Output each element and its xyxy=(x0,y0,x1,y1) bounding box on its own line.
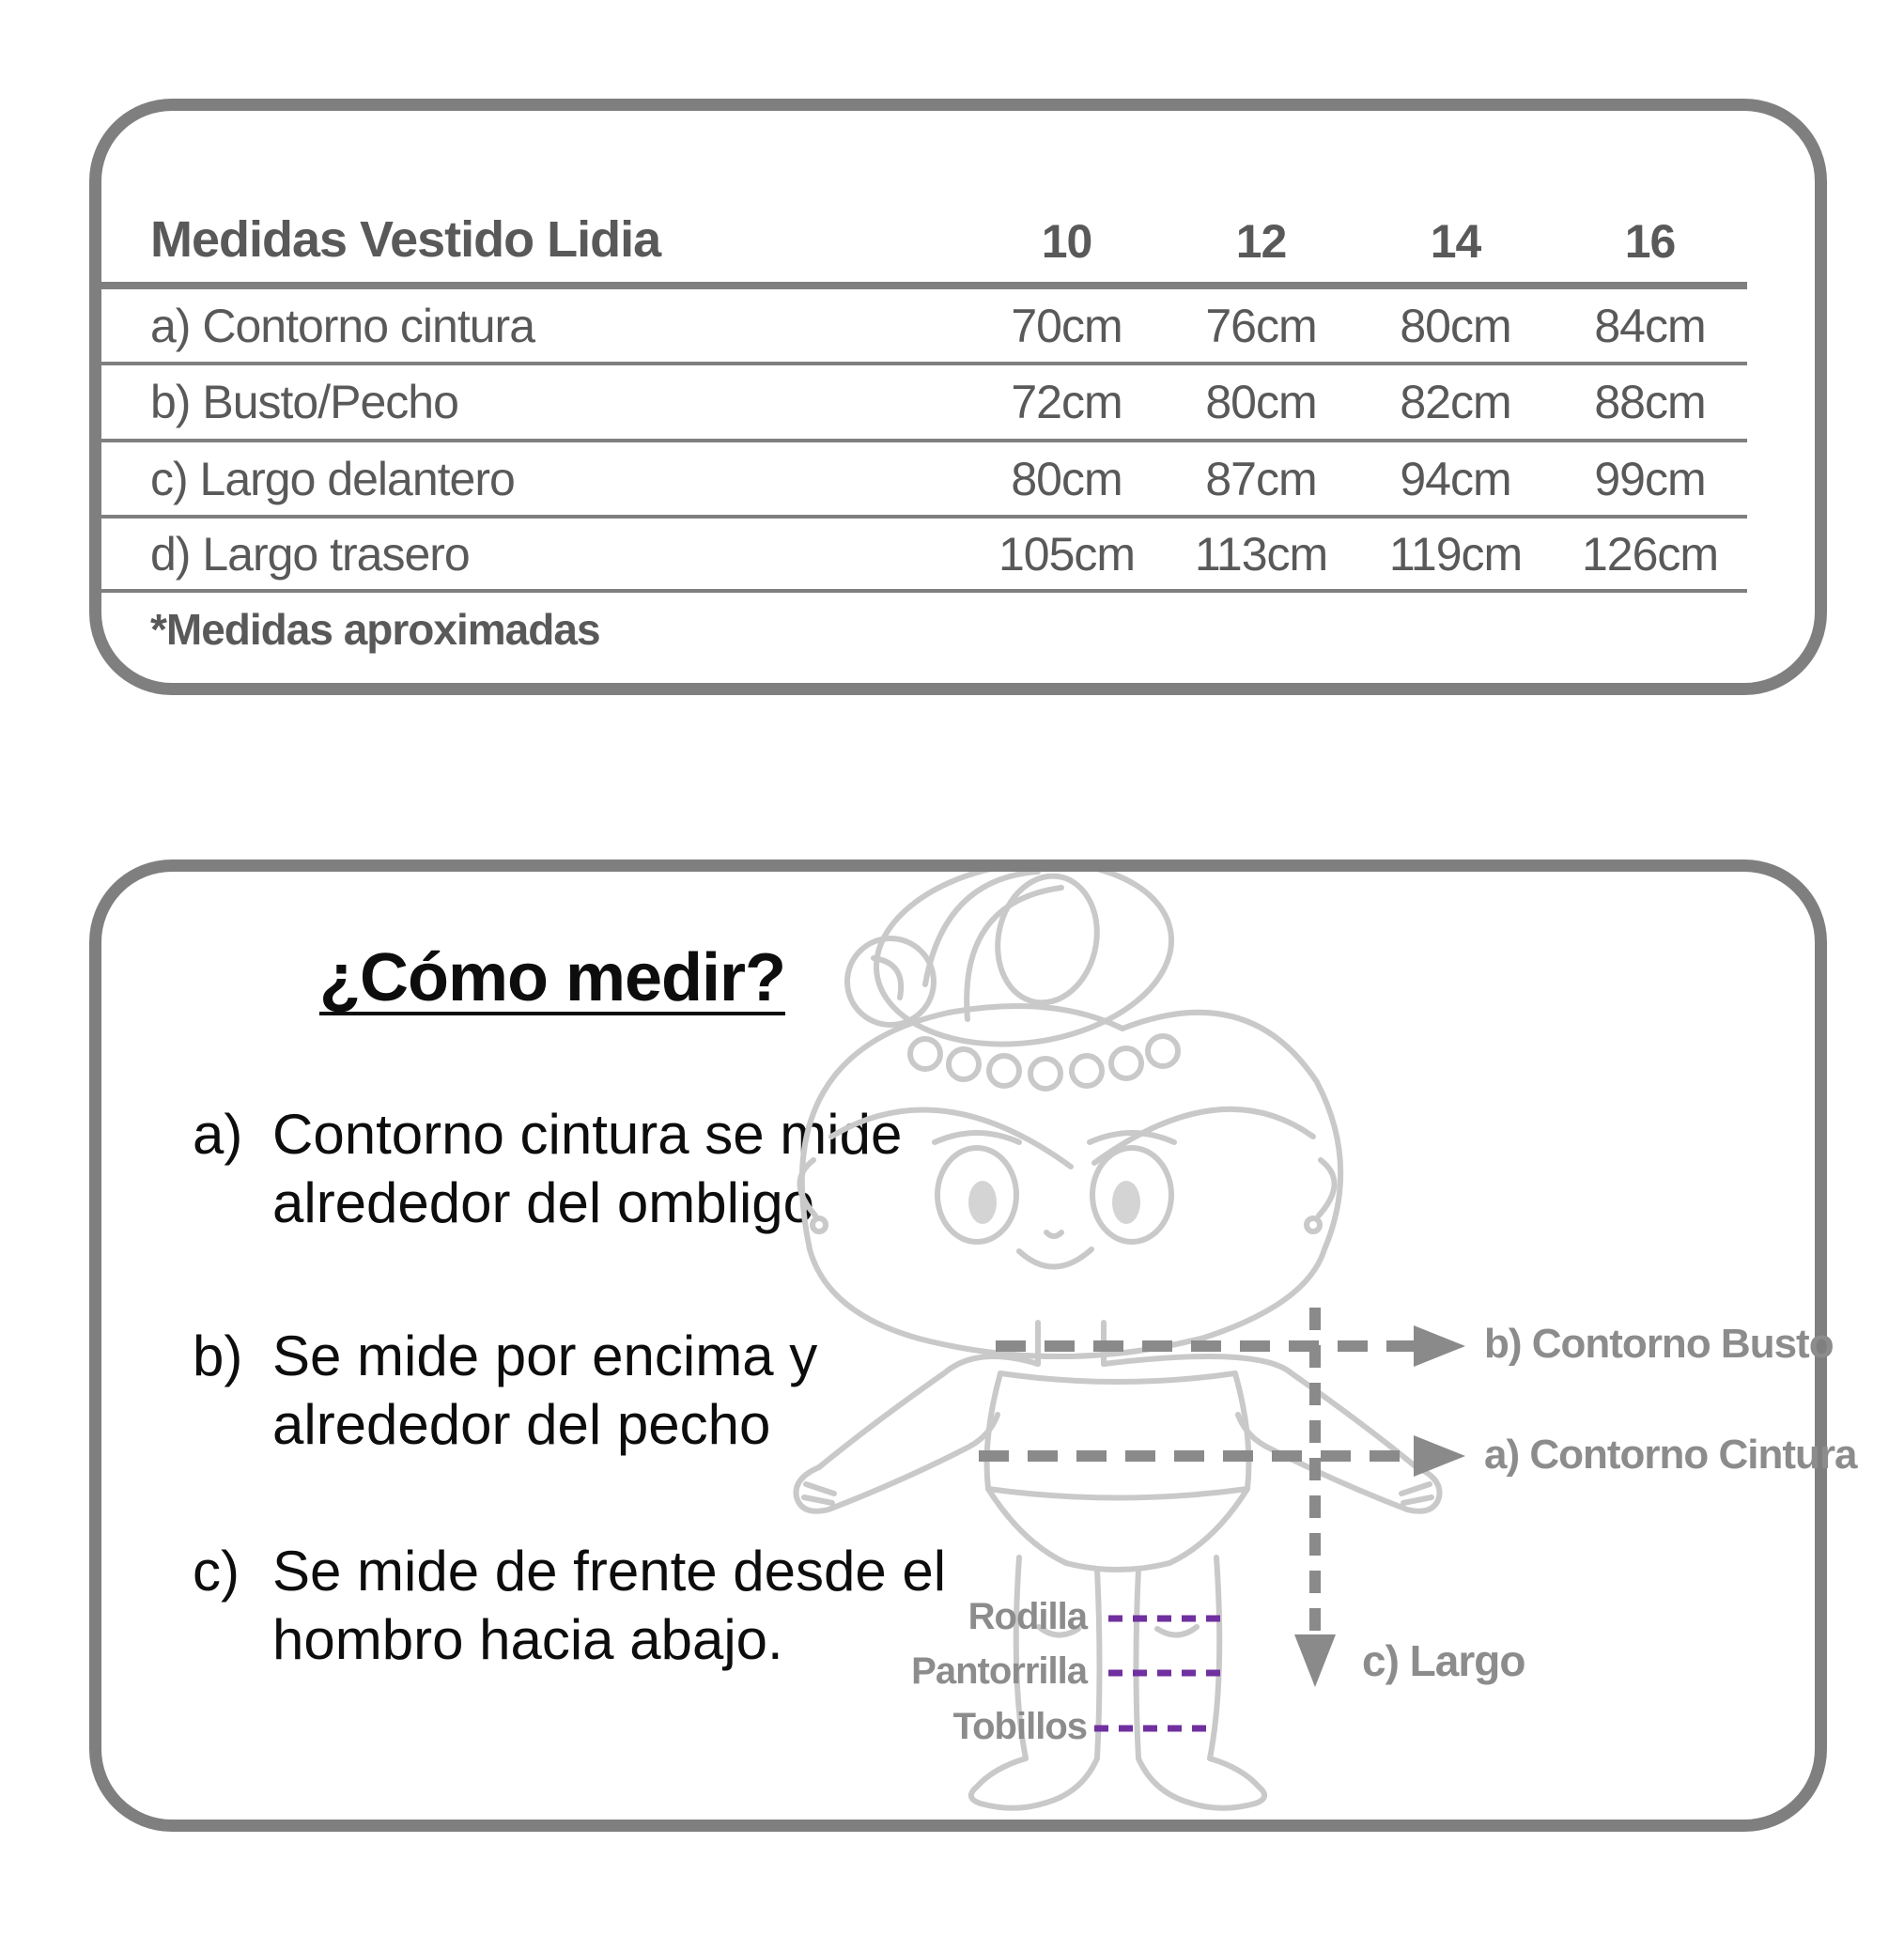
size-chart-card xyxy=(89,99,1827,695)
diagram-label-bust: b) Contorno Busto xyxy=(1484,1321,1834,1367)
diagram-label-length: c) Largo xyxy=(1362,1636,1525,1685)
diagram-label-calf: Pantorrilla xyxy=(911,1650,1087,1692)
cell-value: 88cm xyxy=(1594,376,1706,428)
how-to-measure-heading: ¿Cómo medir? xyxy=(318,940,785,1015)
cell-value: 80cm xyxy=(1011,452,1122,505)
step-marker: c) xyxy=(193,1540,240,1603)
size-chart-table xyxy=(101,111,1747,683)
cell-value: 82cm xyxy=(1400,376,1511,428)
cell-value: 94cm xyxy=(1400,452,1511,505)
cell-value: 87cm xyxy=(1205,452,1317,505)
table-row-waist xyxy=(101,282,1747,362)
cell-value: 105cm xyxy=(998,527,1136,581)
cell-value: 76cm xyxy=(1205,299,1317,352)
step-line: Contorno cintura se mide xyxy=(272,1103,903,1166)
table-row-front-length xyxy=(101,439,1747,515)
row-label: a) Contorno cintura xyxy=(150,299,535,352)
cell-value: 113cm xyxy=(1194,527,1328,581)
diagram-label-waist: a) Contorno Cintura xyxy=(1484,1432,1857,1478)
size-column-12: 12 xyxy=(1235,215,1287,268)
step-text xyxy=(272,1322,817,1459)
size-column-16: 16 xyxy=(1624,215,1676,268)
cell-value: 80cm xyxy=(1205,376,1317,428)
step-text xyxy=(272,1100,902,1237)
diagram-label-knee: Rodilla xyxy=(967,1596,1087,1637)
diagram-label-ankles: Tobillos xyxy=(952,1706,1087,1747)
step-line: alrededor del ombligo xyxy=(272,1171,815,1234)
step-line: alrededor del pecho xyxy=(272,1393,771,1456)
cell-value: 84cm xyxy=(1594,299,1706,352)
table-footnote-row xyxy=(101,589,1747,683)
cell-value: 99cm xyxy=(1594,452,1706,505)
size-chart-title: Medidas Vestido Lidia xyxy=(150,211,661,268)
row-label: d) Largo trasero xyxy=(150,527,470,581)
step-line: hombro hacia abajo. xyxy=(272,1608,783,1671)
step-line: Se mide de frente desde el xyxy=(272,1540,947,1603)
step-marker: a) xyxy=(193,1103,243,1166)
step-marker: b) xyxy=(193,1324,243,1387)
row-label: b) Busto/Pecho xyxy=(150,376,458,428)
table-row-bust xyxy=(101,362,1747,439)
cell-value: 72cm xyxy=(1011,376,1122,428)
size-chart-header-row xyxy=(101,111,1747,282)
cell-value: 126cm xyxy=(1581,527,1719,581)
row-label: c) Largo delantero xyxy=(150,452,515,505)
how-to-measure-card xyxy=(89,860,1857,1832)
size-column-14: 14 xyxy=(1430,215,1481,268)
cell-value: 70cm xyxy=(1011,299,1122,352)
cell-value: 80cm xyxy=(1400,299,1511,352)
cell-value: 119cm xyxy=(1388,527,1523,581)
footnote: *Medidas aproximadas xyxy=(150,605,600,654)
size-column-10: 10 xyxy=(1041,215,1092,268)
step-line: Se mide por encima y xyxy=(272,1324,818,1387)
table-row-back-length xyxy=(101,515,1747,589)
